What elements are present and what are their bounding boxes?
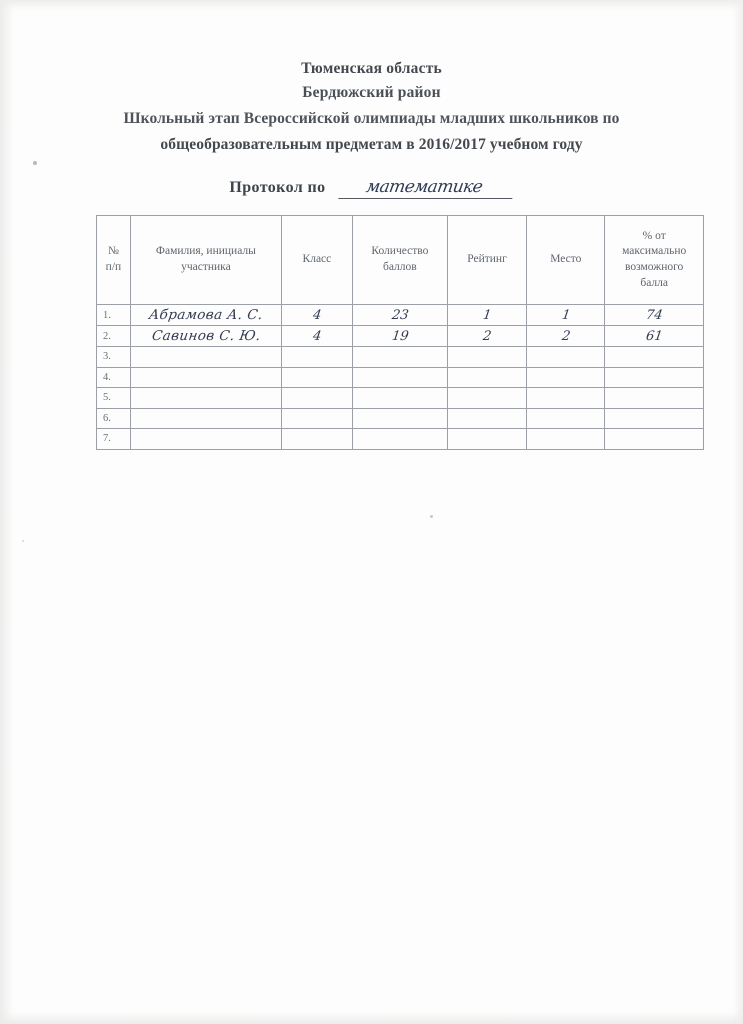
handwritten-place: 1 [560,307,572,323]
row-place [527,388,605,409]
column-header-percent-line2: максимально [622,245,687,258]
row-points [352,305,447,326]
row-participant [130,388,281,409]
row-participant [130,408,281,429]
handwritten-points: 19 [390,328,410,344]
handwritten-name: Савинов С. Ю. [150,328,262,344]
column-header-participant-line1: Фамилия, инициалы [155,245,256,258]
row-class [281,429,352,450]
handwritten-percent: 61 [644,328,664,344]
row-index: 1. [97,305,131,326]
column-header-percent-line3: возможного [625,261,684,273]
row-participant [130,367,281,388]
handwritten-points: 23 [390,307,410,323]
row-class [281,408,352,429]
row-participant [130,429,281,450]
handwritten-place: 2 [560,328,572,344]
row-points [352,429,447,450]
row-place [527,305,605,326]
table-row [97,429,704,450]
column-header-participant-line2: участника [181,261,231,273]
table-header [97,216,704,305]
column-header-class: Класс [281,216,352,305]
row-rating [447,408,526,429]
table-row [97,388,704,409]
handwritten-name: Абрамова А. С. [147,307,264,323]
column-header-percent-line4: балла [640,276,668,289]
row-class [281,388,352,409]
row-index: 6. [97,408,131,429]
column-header-points [352,216,447,305]
row-percent [605,429,704,450]
column-header-place: Место [527,216,605,305]
table-row [97,347,704,368]
row-rating [447,326,526,347]
row-class [281,326,352,347]
row-class [281,305,352,326]
column-header-points-line2: баллов [383,261,417,273]
row-class [281,367,352,388]
row-index: 3. [97,347,131,368]
scan-edge-shadow-bottom [0,1012,743,1024]
column-header-number-line1: № [107,245,119,258]
table-header-row [97,216,704,305]
column-header-number [97,216,131,305]
row-percent [605,305,704,326]
scan-edge-shadow-top [0,0,743,10]
row-place [527,429,605,450]
row-percent [605,326,704,347]
row-place [527,408,605,429]
scan-speck [22,540,24,542]
row-rating [447,429,526,450]
protocol-subject-row [0,177,743,199]
row-class [281,347,352,368]
column-header-number-line2: п/п [105,261,122,273]
row-points [352,367,447,388]
results-table [96,215,704,450]
row-participant [130,326,281,347]
row-percent [605,408,704,429]
column-header-participant [130,216,281,305]
row-participant [130,347,281,368]
handwritten-class: 4 [311,328,323,344]
table-row [97,408,704,429]
handwritten-percent: 74 [644,307,664,323]
scan-speck [430,515,433,518]
row-percent [605,388,704,409]
row-participant [130,305,281,326]
table-body [97,305,704,450]
row-place [527,326,605,347]
district-title: Бердюжский район [302,84,441,101]
handwritten-rating: 1 [481,307,493,323]
protocol-label: Протокол по [229,179,326,196]
protocol-subject-handwritten: математике [338,177,515,199]
row-index: 7. [97,429,131,450]
column-header-percent [605,216,704,305]
row-percent [605,367,704,388]
olympiad-title-line-2: общеобразовательным предметам в 2016/2017 учебном году [160,136,583,153]
row-points [352,347,447,368]
column-header-rating: Рейтинг [447,216,526,305]
row-index: 4. [97,367,131,388]
olympiad-title-line-1: Школьный этап Всероссийской олимпиады младших школьников по [123,110,620,127]
handwritten-class: 4 [311,307,323,323]
row-rating [447,367,526,388]
row-index: 2. [97,326,131,347]
scan-speck [33,161,37,165]
row-points [352,326,447,347]
column-header-points-line1: Количество [371,245,429,258]
column-header-percent-line1: % от [642,229,666,242]
region-title: Тюменская область [301,60,442,77]
row-place [527,347,605,368]
row-index: 5. [97,388,131,409]
row-rating [447,388,526,409]
row-rating [447,305,526,326]
row-rating [447,347,526,368]
row-points [352,408,447,429]
row-points [352,388,447,409]
row-percent [605,347,704,368]
table-row [97,305,704,326]
table-row [97,326,704,347]
row-place [527,367,605,388]
table-row [97,367,704,388]
handwritten-rating: 2 [481,328,493,344]
